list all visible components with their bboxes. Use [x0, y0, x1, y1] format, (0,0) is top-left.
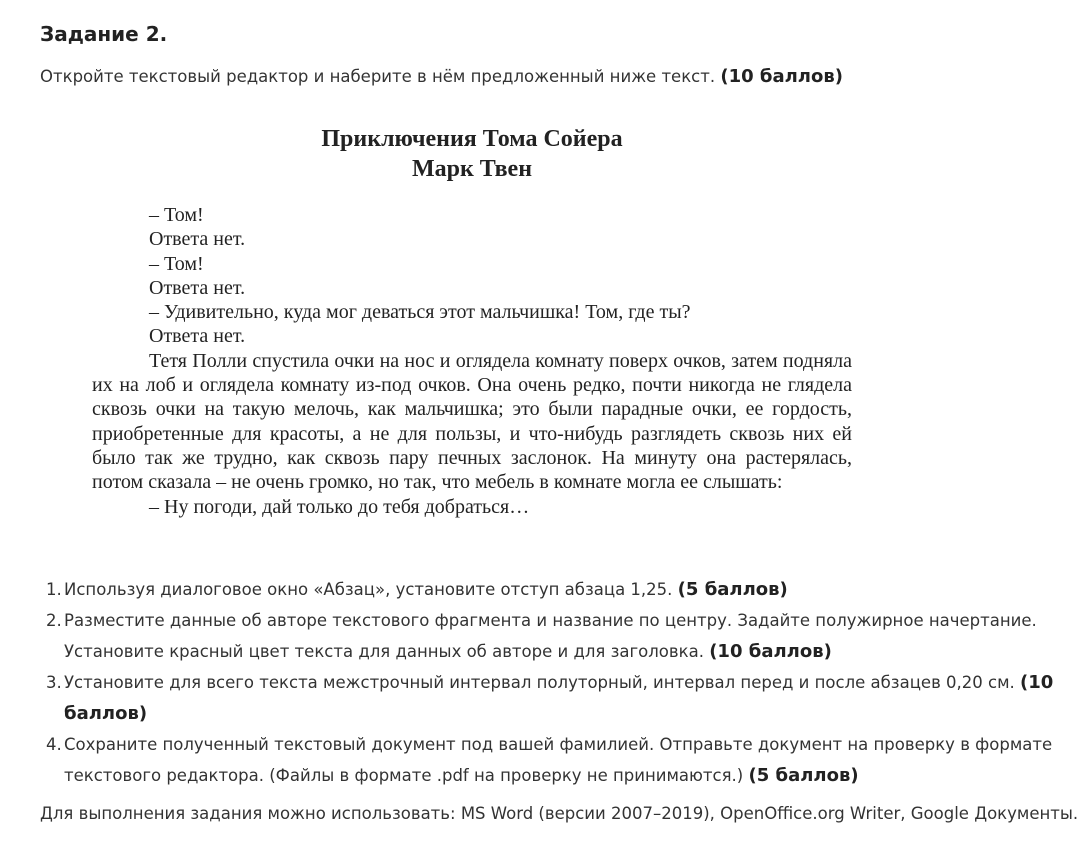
step-points: (10 баллов) [709, 641, 832, 662]
step-number: 3. [46, 673, 62, 692]
dialogue-line: Ответа нет. [149, 276, 246, 299]
dialogue-line: – Том! [149, 252, 204, 275]
footer-note: Для выполнения задания можно использовать: MS Word (версии 2007–2019), OpenOffice.org Writer, Google Документы. [40, 804, 1079, 823]
narrative-paragraph: Тетя Полли спустила очки на нос и оглядела комнату поверх очков, затем подняла их на лоб и оглядела комнату из-под очков. Она очень редко, почти никогда не глядела сквозь очки на такую мелочь, как мальчишка; это были парадные очки, ее гордость, приобретенные для красоты, а не для пользы, и что-нибудь разглядеть сквозь них ей было так же трудно, как сквозь пару печных заслонок. На минуту она растерялась, потом сказала – не очень громко, но так, что мебель в комнате могла ее слышать: [92, 349, 852, 494]
step-points: (5 баллов) [677, 579, 788, 600]
book-title: Приключения Тома Сойера [321, 126, 623, 152]
dialogue-line: – Ну погоди, дай только до тебя добраться… [149, 495, 530, 518]
dialogue-line: Ответа нет. [149, 228, 246, 251]
intro-text: Откройте текстовый редактор и наберите в нём предложенный ниже текст. [40, 67, 716, 86]
step-item [46, 605, 1054, 667]
task-title: Задание 2. [40, 22, 168, 46]
excerpt-body [92, 203, 852, 519]
dialogue-line: – Том! [149, 204, 204, 226]
step-points: (5 баллов) [748, 765, 859, 786]
intro-points: (10 баллов) [720, 66, 843, 87]
step-item [46, 574, 1054, 605]
book-author: Марк Твен [411, 156, 533, 182]
steps-list [46, 574, 1054, 791]
step-points: (10 баллов) [64, 672, 1054, 724]
dialogue-line: Ответа нет. [149, 325, 246, 348]
step-number: 4. [46, 735, 62, 754]
step-number: 2. [46, 611, 62, 630]
task-intro [40, 66, 843, 87]
text-excerpt [92, 124, 852, 519]
step-text: Установите для всего текста межстрочный интервал полуторный, интервал перед и после абзацев 0,20 см. [64, 673, 1015, 692]
dialogue-line: – Удивительно, куда мог деваться этот мальчишка! Том, где ты? [149, 301, 691, 324]
step-text: Разместите данные об авторе текстового фрагмента и название по центру. Задайте полужирное начертание. Установите красный цвет текста для данных об авторе и для заголовка. [64, 611, 1037, 661]
step-item [46, 667, 1054, 729]
step-number: 1. [46, 580, 62, 599]
step-item [46, 729, 1054, 791]
step-text: Сохраните полученный текстовый документ под вашей фамилией. Отправьте документ на проверку в формате текстового редактора. (Файлы в формате .pdf на проверку не принимаются.) [64, 735, 1053, 785]
step-text: Используя диалоговое окно «Абзац», установите отступ абзаца 1,25. [64, 580, 673, 599]
